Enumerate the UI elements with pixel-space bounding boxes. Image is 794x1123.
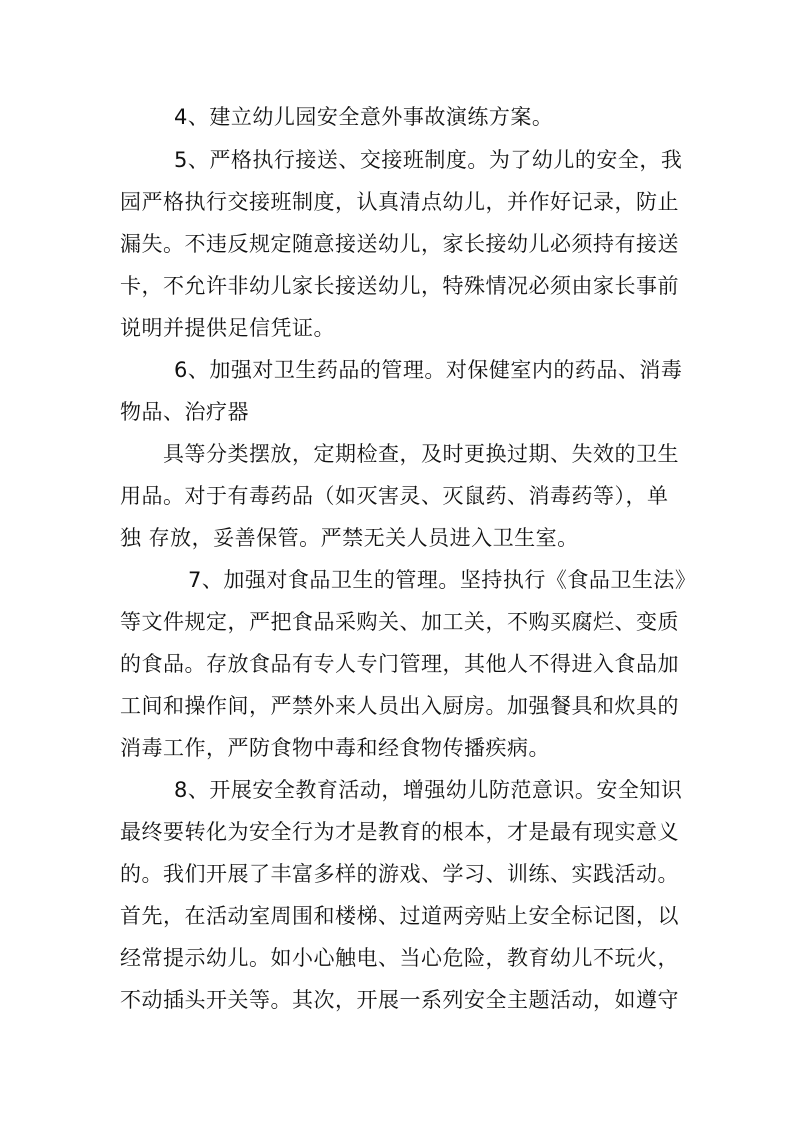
text-line: 说明并提供足信凭证。 [120,316,335,340]
text-line: 首先，在活动室周围和楼梯、过道两旁贴上安全标记图，以 [120,904,679,928]
text-line: 卡，不允许非幼儿家长接送幼儿，特殊情况必须由家长事前 [120,274,679,298]
text-line: 工间和操作间，严禁外来人员出入厨房。加强餐具和炊具的 [120,694,679,718]
text-line: 物品、治疗器 [120,400,249,424]
text-line: 不动插头开关等。其次，开展一系列安全主题活动，如遵守 [120,988,679,1012]
text-line: 用品。对于有毒药品（如灭害灵、灭鼠药、消毒药等），单 [120,484,669,508]
text-line: 经常提示幼儿。如小心触电、当心危险，教育幼儿不玩火， [120,946,679,970]
text-line-item-5: 5、严格执行接送、交接班制度。为了幼儿的安全，我 [174,148,683,172]
text-line: 园严格执行交接班制度，认真清点幼儿，并作好记录，防止 [120,190,679,214]
text-line: 漏失。不违反规定随意接送幼儿，家长接幼儿必须持有接送 [120,232,679,256]
text-line-item-4: 4、建立幼儿园安全意外事故演练方案。 [174,105,554,129]
text-line: 的。我们开展了丰富多样的游戏、学习、训练、实践活动。 [120,862,679,886]
text-line: 的食品。存放食品有专人专门管理，其他人不得进入食品加 [120,652,679,676]
text-line: 最终要转化为安全行为才是教育的根本，才是最有现实意义 [120,820,679,844]
text-line-item-6: 6、加强对卫生药品的管理。对保健室内的药品、消毒 [174,358,683,382]
text-line-item-7: 7、加强对食品卫生的管理。坚持执行《食品卫生法》 [188,568,697,592]
text-line: 消毒工作，严防食物中毒和经食物传播疾病。 [120,736,550,760]
text-line: 具等分类摆放，定期检查，及时更换过期、失效的卫生 [163,442,679,466]
text-line-item-8: 8、开展安全教育活动，增强幼儿防范意识。安全知识 [174,778,683,802]
text-line: 等文件规定，严把食品采购关、加工关，不购买腐烂、变质 [120,610,679,634]
text-line: 独 存放，妥善保管。严禁无关人员进入卫生室。 [120,526,579,550]
